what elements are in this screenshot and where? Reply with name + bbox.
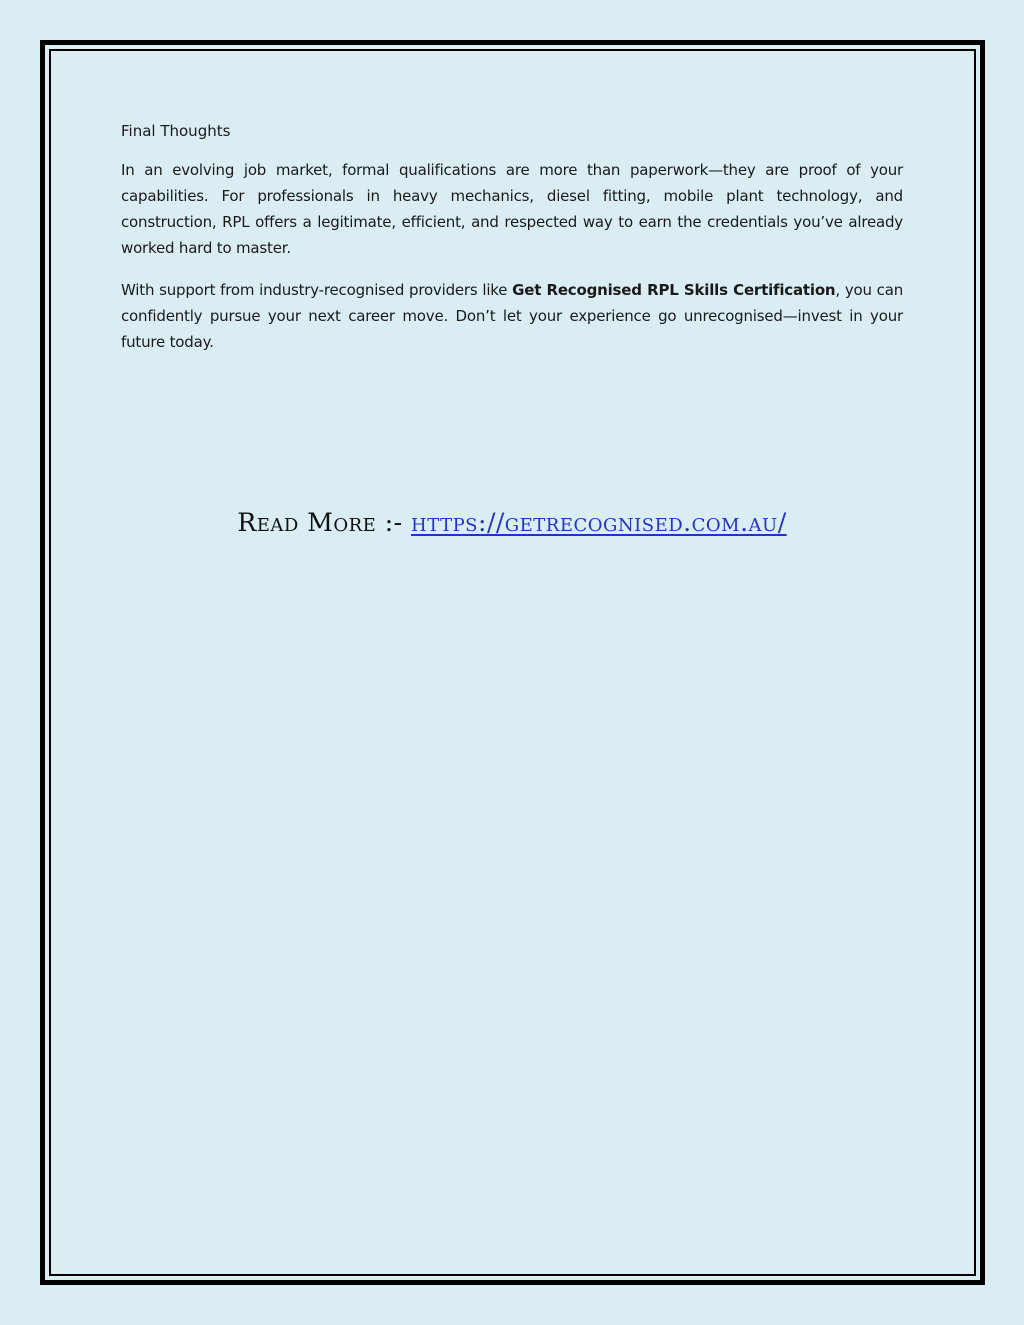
- read-more-label: Read More :-: [237, 508, 412, 537]
- provider-name: Get Recognised RPL Skills Certification: [512, 281, 836, 299]
- website-link[interactable]: https://getrecognised.com.au/: [411, 508, 787, 537]
- article-body: [121, 121, 903, 371]
- read-more-line: [0, 508, 1024, 537]
- section-heading: Final Thoughts: [121, 122, 231, 140]
- paragraph-intro: In an evolving job market, formal qualifications are more than paperwork—they are proof of your capabilities. For professionals in heavy mechanics, diesel fitting, mobile plant technology, and construction, RPL offers a legitimate, efficient, and respected way to earn the credentials you’ve already worked hard to master.: [121, 161, 903, 257]
- paragraph-closing-end: , you can confidently pursue your next career move. Don’t let your experience go unrecognised—invest in your future today.: [121, 281, 903, 351]
- paragraph-closing: [121, 277, 903, 355]
- paragraph-closing-start: With support from industry-recognised providers like: [121, 281, 513, 299]
